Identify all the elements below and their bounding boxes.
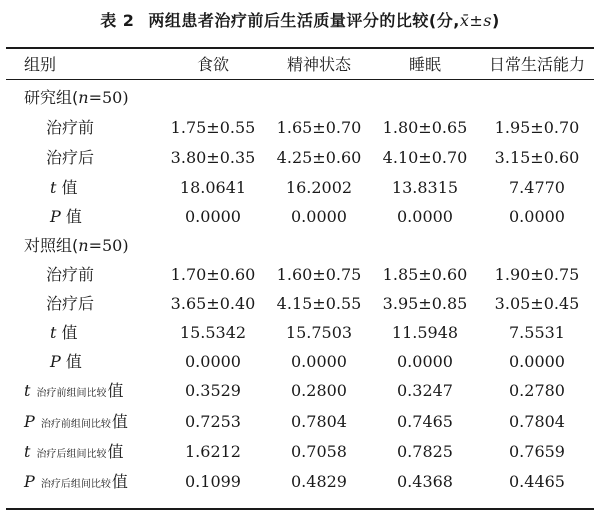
table-cell: 0.0000 [509, 207, 565, 226]
table-cell: 0.1099 [185, 472, 241, 491]
stat-suffix: 值 [60, 352, 82, 371]
row-label: 治疗前 [46, 118, 95, 137]
group-heading-study [24, 88, 129, 108]
table-cell: 0.3247 [397, 381, 453, 400]
stat-subscript: 治疗后组间比较 [40, 479, 111, 490]
table-cell: 11.5948 [391, 323, 459, 342]
caption-text: 两组患者治疗前后生活质量评分的比较(分, [148, 11, 460, 30]
table-cell: 0.7058 [291, 442, 347, 461]
stat-suffix: 值 [107, 381, 124, 400]
table-cell: 3.95±0.85 [382, 294, 468, 313]
column-header-mental-state: 精神状态 [286, 55, 351, 74]
table-cell: 0.2800 [291, 381, 347, 400]
table-cell: 0.7465 [397, 412, 453, 431]
table-cell: 0.7659 [509, 442, 565, 461]
stat-symbol: P [50, 352, 61, 371]
stat-symbol: P [24, 412, 35, 431]
row-label [24, 472, 128, 495]
table-cell: 1.65±0.70 [276, 118, 362, 137]
caption-stat: x̄±s [459, 11, 492, 30]
table-cell: 3.80±0.35 [170, 148, 256, 167]
table-cell: 0.7804 [291, 412, 347, 431]
stat-suffix: 值 [56, 178, 78, 197]
group-name: 研究组( [24, 88, 79, 107]
table-cell: 7.5531 [509, 323, 565, 342]
column-header-sleep: 睡眠 [408, 55, 441, 74]
table-cell: 1.80±0.65 [382, 118, 468, 137]
column-header-daily-living: 日常生活能力 [488, 55, 585, 74]
table-caption [0, 8, 600, 31]
stat-suffix: 值 [111, 472, 128, 491]
stat-symbol: t [50, 178, 57, 197]
stat-symbol: P [24, 472, 35, 491]
table-cell: 0.0000 [185, 352, 241, 371]
row-label [24, 381, 124, 404]
stat-suffix: 值 [107, 442, 124, 461]
row-label: 治疗后 [46, 148, 95, 167]
row-label [24, 412, 128, 435]
group-heading-control [24, 236, 129, 256]
row-label: 治疗后 [46, 294, 95, 313]
column-header-appetite: 食欲 [196, 55, 229, 74]
column-header-group: 组别 [24, 55, 57, 74]
table-cell: 3.15±0.60 [494, 148, 580, 167]
table-cell: 0.4368 [397, 472, 453, 491]
table-cell: 0.4465 [509, 472, 565, 491]
table-cell: 13.8315 [391, 178, 459, 197]
n-label: n [78, 236, 89, 255]
table-cell: 0.0000 [509, 352, 565, 371]
table-cell: 0.7253 [185, 412, 241, 431]
table-cell: 16.2002 [285, 178, 353, 197]
table-cell: 4.25±0.60 [276, 148, 362, 167]
table-cell: 0.7825 [397, 442, 453, 461]
stat-symbol: t [24, 381, 31, 400]
table-cell: 0.0000 [291, 207, 347, 226]
row-label [50, 207, 82, 227]
stat-subscript: 治疗前组间比较 [40, 419, 111, 430]
table-cell: 18.0641 [179, 178, 247, 197]
table-cell: 1.85±0.60 [382, 265, 468, 284]
table-cell: 15.7503 [285, 323, 353, 342]
stat-suffix: 值 [111, 412, 128, 431]
table-cell: 1.95±0.70 [494, 118, 580, 137]
table-cell: 0.0000 [397, 207, 453, 226]
table-cell: 0.0000 [185, 207, 241, 226]
table-cell: 3.05±0.45 [494, 294, 580, 313]
table-cell: 15.5342 [179, 323, 247, 342]
table-cell: 1.70±0.60 [170, 265, 256, 284]
table-cell: 0.7804 [509, 412, 565, 431]
caption-close: ) [491, 11, 500, 30]
table-cell: 7.4770 [509, 178, 565, 197]
stat-subscript: 治疗前组间比较 [36, 388, 107, 399]
n-label: n [78, 88, 89, 107]
stat-symbol: t [24, 442, 31, 461]
table-cell: 0.0000 [291, 352, 347, 371]
row-label: 治疗前 [46, 265, 95, 284]
row-label [50, 352, 82, 372]
table-cell: 0.3529 [185, 381, 241, 400]
header-rule [6, 79, 594, 80]
n-value: =50) [88, 236, 129, 255]
row-label [50, 178, 78, 198]
bottom-rule [6, 508, 594, 510]
top-rule [6, 47, 594, 49]
n-value: =50) [88, 88, 129, 107]
table-cell: 1.75±0.55 [170, 118, 256, 137]
table-cell: 4.15±0.55 [276, 294, 362, 313]
table-cell: 1.60±0.75 [276, 265, 362, 284]
stat-symbol: t [50, 323, 57, 342]
stat-symbol: P [50, 207, 61, 226]
group-name: 对照组( [24, 236, 79, 255]
table-number: 表 2 [100, 11, 135, 30]
table-cell: 3.65±0.40 [170, 294, 256, 313]
table-cell: 0.2780 [509, 381, 565, 400]
stat-suffix: 值 [60, 207, 82, 226]
row-label [24, 442, 124, 465]
stat-subscript: 治疗后组间比较 [36, 449, 107, 460]
table-cell: 4.10±0.70 [382, 148, 468, 167]
table-cell: 1.90±0.75 [494, 265, 580, 284]
stat-suffix: 值 [56, 323, 78, 342]
row-label [50, 323, 78, 343]
table-cell: 0.0000 [397, 352, 453, 371]
table-cell: 0.4829 [291, 472, 347, 491]
table-cell: 1.6212 [185, 442, 241, 461]
